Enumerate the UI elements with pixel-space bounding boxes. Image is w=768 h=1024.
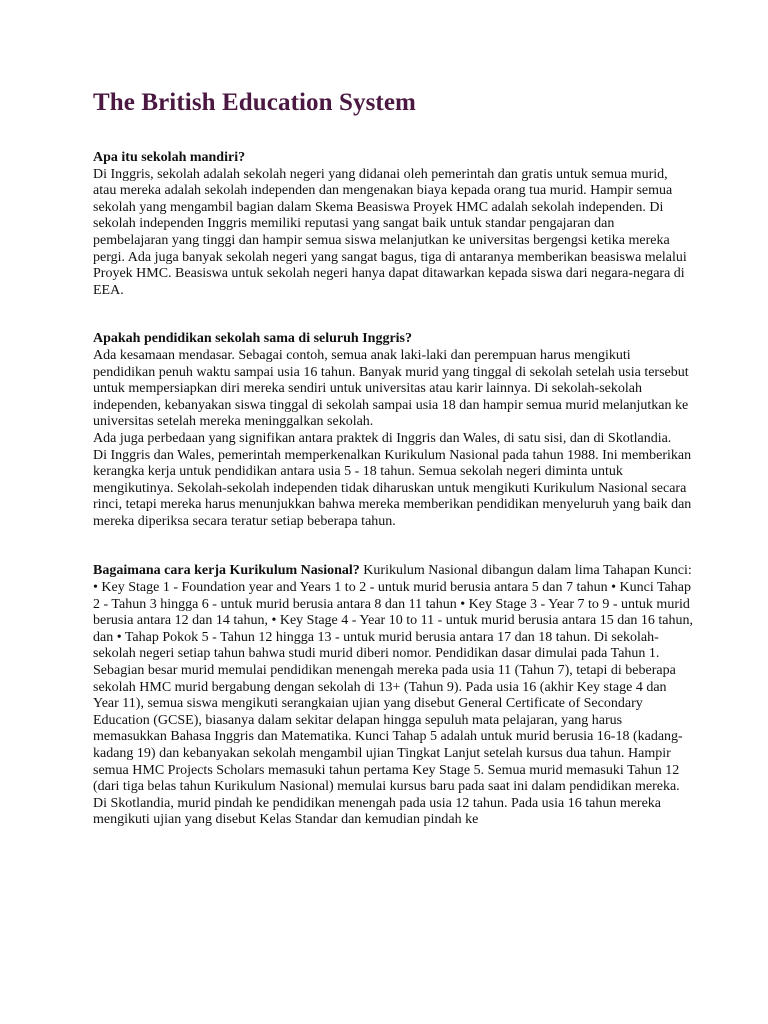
- section-heading: Bagaimana cara kerja Kurikulum Nasional?: [93, 563, 360, 579]
- section-national-curriculum: [93, 563, 693, 829]
- paragraph: Kurikulum Nasional dibangun dalam lima Tahapan Kunci: • Key Stage 1 - Foundation year and Years 1 to 2 - untuk murid berusia antara 5 dan 7 tahun • Kunci Tahap 2 - Tahun 3 hingga 6 - untuk murid berusia antara 8 dan 11 tahun • Key Stage 3 - Year 7 to 9 - untuk murid berusia antara 12 dan 14 tahun, • Key Stage 4 - Year 10 to 11 - untuk murid berusia antara 15 dan 16 tahun, dan • Tahap Pokok 5 - Tahun 12 hingga 13 - untuk murid berusia antara 17 dan 18 tahun. Di sekolah-sekolah negeri setiap tahun bahwa studi murid diberi nomor. Pendidikan dasar dimulai pada Tahun 1. Sebagian besar murid memulai pendidikan menengah mereka pada usia 11 (Tahun 7), tetapi di beberapa sekolah HMC murid bergabung dengan sekolah di 13+ (Tahun 9). Pada usia 16 (akhir Key stage 4 dan Year 11), semua siswa mengikuti serangkaian ujian yang disebut General Certificate of Secondary Education (GCSE), biasanya dalam sekitar delapan hingga sepuluh mata pelajaran, yang harus memasukkan Bahasa Inggris dan Matematika. Kunci Tahap 5 adalah untuk murid berusia 16-18 (kadang-kadang 19) dan kebanyakan sekolah mengambil ujian Tingkat Lanjut setelah kursus dua tahun. Hampir semua HMC Projects Scholars memasuki tahun pertama Key Stage 5. Semua murid memasuki Tahun 12 (dari tiga belas tahun Kurikulum Nasional) memulai kursus baru pada saat ini dalam pendidikan mereka. Di Skotlandia, murid pindah ke pendidikan menengah pada usia 12 tahun. Pada usia 16 tahun mereka mengikuti ujian yang disebut Kelas Standar dan kemudian pindah ke: [93, 563, 694, 828]
- paragraph: Ada juga perbedaan yang signifikan antara praktek di Inggris dan Wales, di satu sisi, dan di Skotlandia.: [93, 430, 672, 446]
- section-independent-school: [93, 150, 693, 299]
- paragraph: Ada kesamaan mendasar. Sebagai contoh, semua anak laki-laki dan perempuan harus mengikuti pendidikan penuh waktu sampai usia 16 tahun. Banyak murid yang tinggal di sekolah setelah usia tersebut untuk mempersiapkan diri mereka sendiri untuk universitas atau karir lainnya. Di sekolah-sekolah independen, kebanyakan siswa tinggal di sekolah sampai usia 18 dan hampir semua murid melanjutkan ke universitas setelah mereka meninggalkan sekolah.: [93, 347, 689, 430]
- paragraph: Di Inggris, sekolah adalah sekolah negeri yang didanai oleh pemerintah dan gratis untuk semua murid, atau mereka adalah sekolah independen dan mengenakan biaya kepada orang tua murid. Hampir semua sekolah yang mengambil bagian dalam Skema Beasiswa Proyek HMC adalah sekolah independen. Di sekolah independen Inggris memiliki reputasi yang sangat baik untuk standar pengajaran dan pembelajaran yang tinggi dan hampir semua siswa melanjutkan ke universitas bergengsi ketika mereka pergi. Ada juga banyak sekolah negeri yang sangat bagus, tiga di antaranya memberikan beasiswa melalui Proyek HMC. Beasiswa untuk sekolah negeri hanya dapat ditawarkan kepada siswa dari negara-negara di EEA.: [93, 166, 687, 298]
- section-education-same: [93, 331, 693, 530]
- document-title: The British Education System: [93, 89, 416, 116]
- section-heading: Apakah pendidikan sekolah sama di seluruh Inggris?: [93, 331, 412, 347]
- paragraph: Di Inggris dan Wales, pemerintah memperkenalkan Kurikulum Nasional pada tahun 1988. Ini memberikan kerangka kerja untuk pendidikan antara usia 5 - 18 tahun. Semua sekolah negeri diminta untuk mengikutinya. Sekolah-sekolah independen tidak diharuskan untuk mengikuti Kurikulum Nasional secara rinci, tetapi mereka harus menunjukkan bahwa mereka memberikan pendidikan menyeluruh yang baik dan mereka diperiksa secara teratur setiap beberapa tahun.: [93, 447, 692, 529]
- section-heading: Apa itu sekolah mandiri?: [93, 150, 246, 165]
- document-page: [93, 86, 693, 829]
